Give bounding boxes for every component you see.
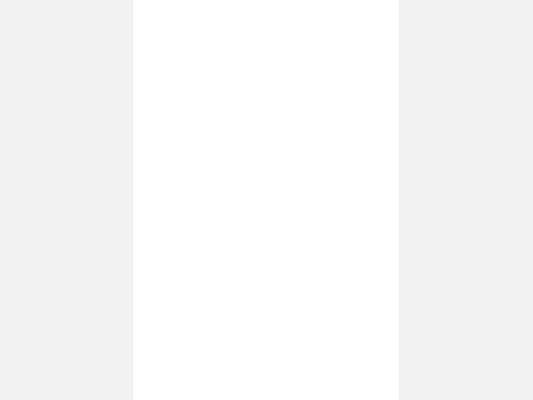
document-page <box>133 0 399 400</box>
alphabetical-word-list <box>147 20 385 288</box>
page-caption <box>147 370 385 388</box>
